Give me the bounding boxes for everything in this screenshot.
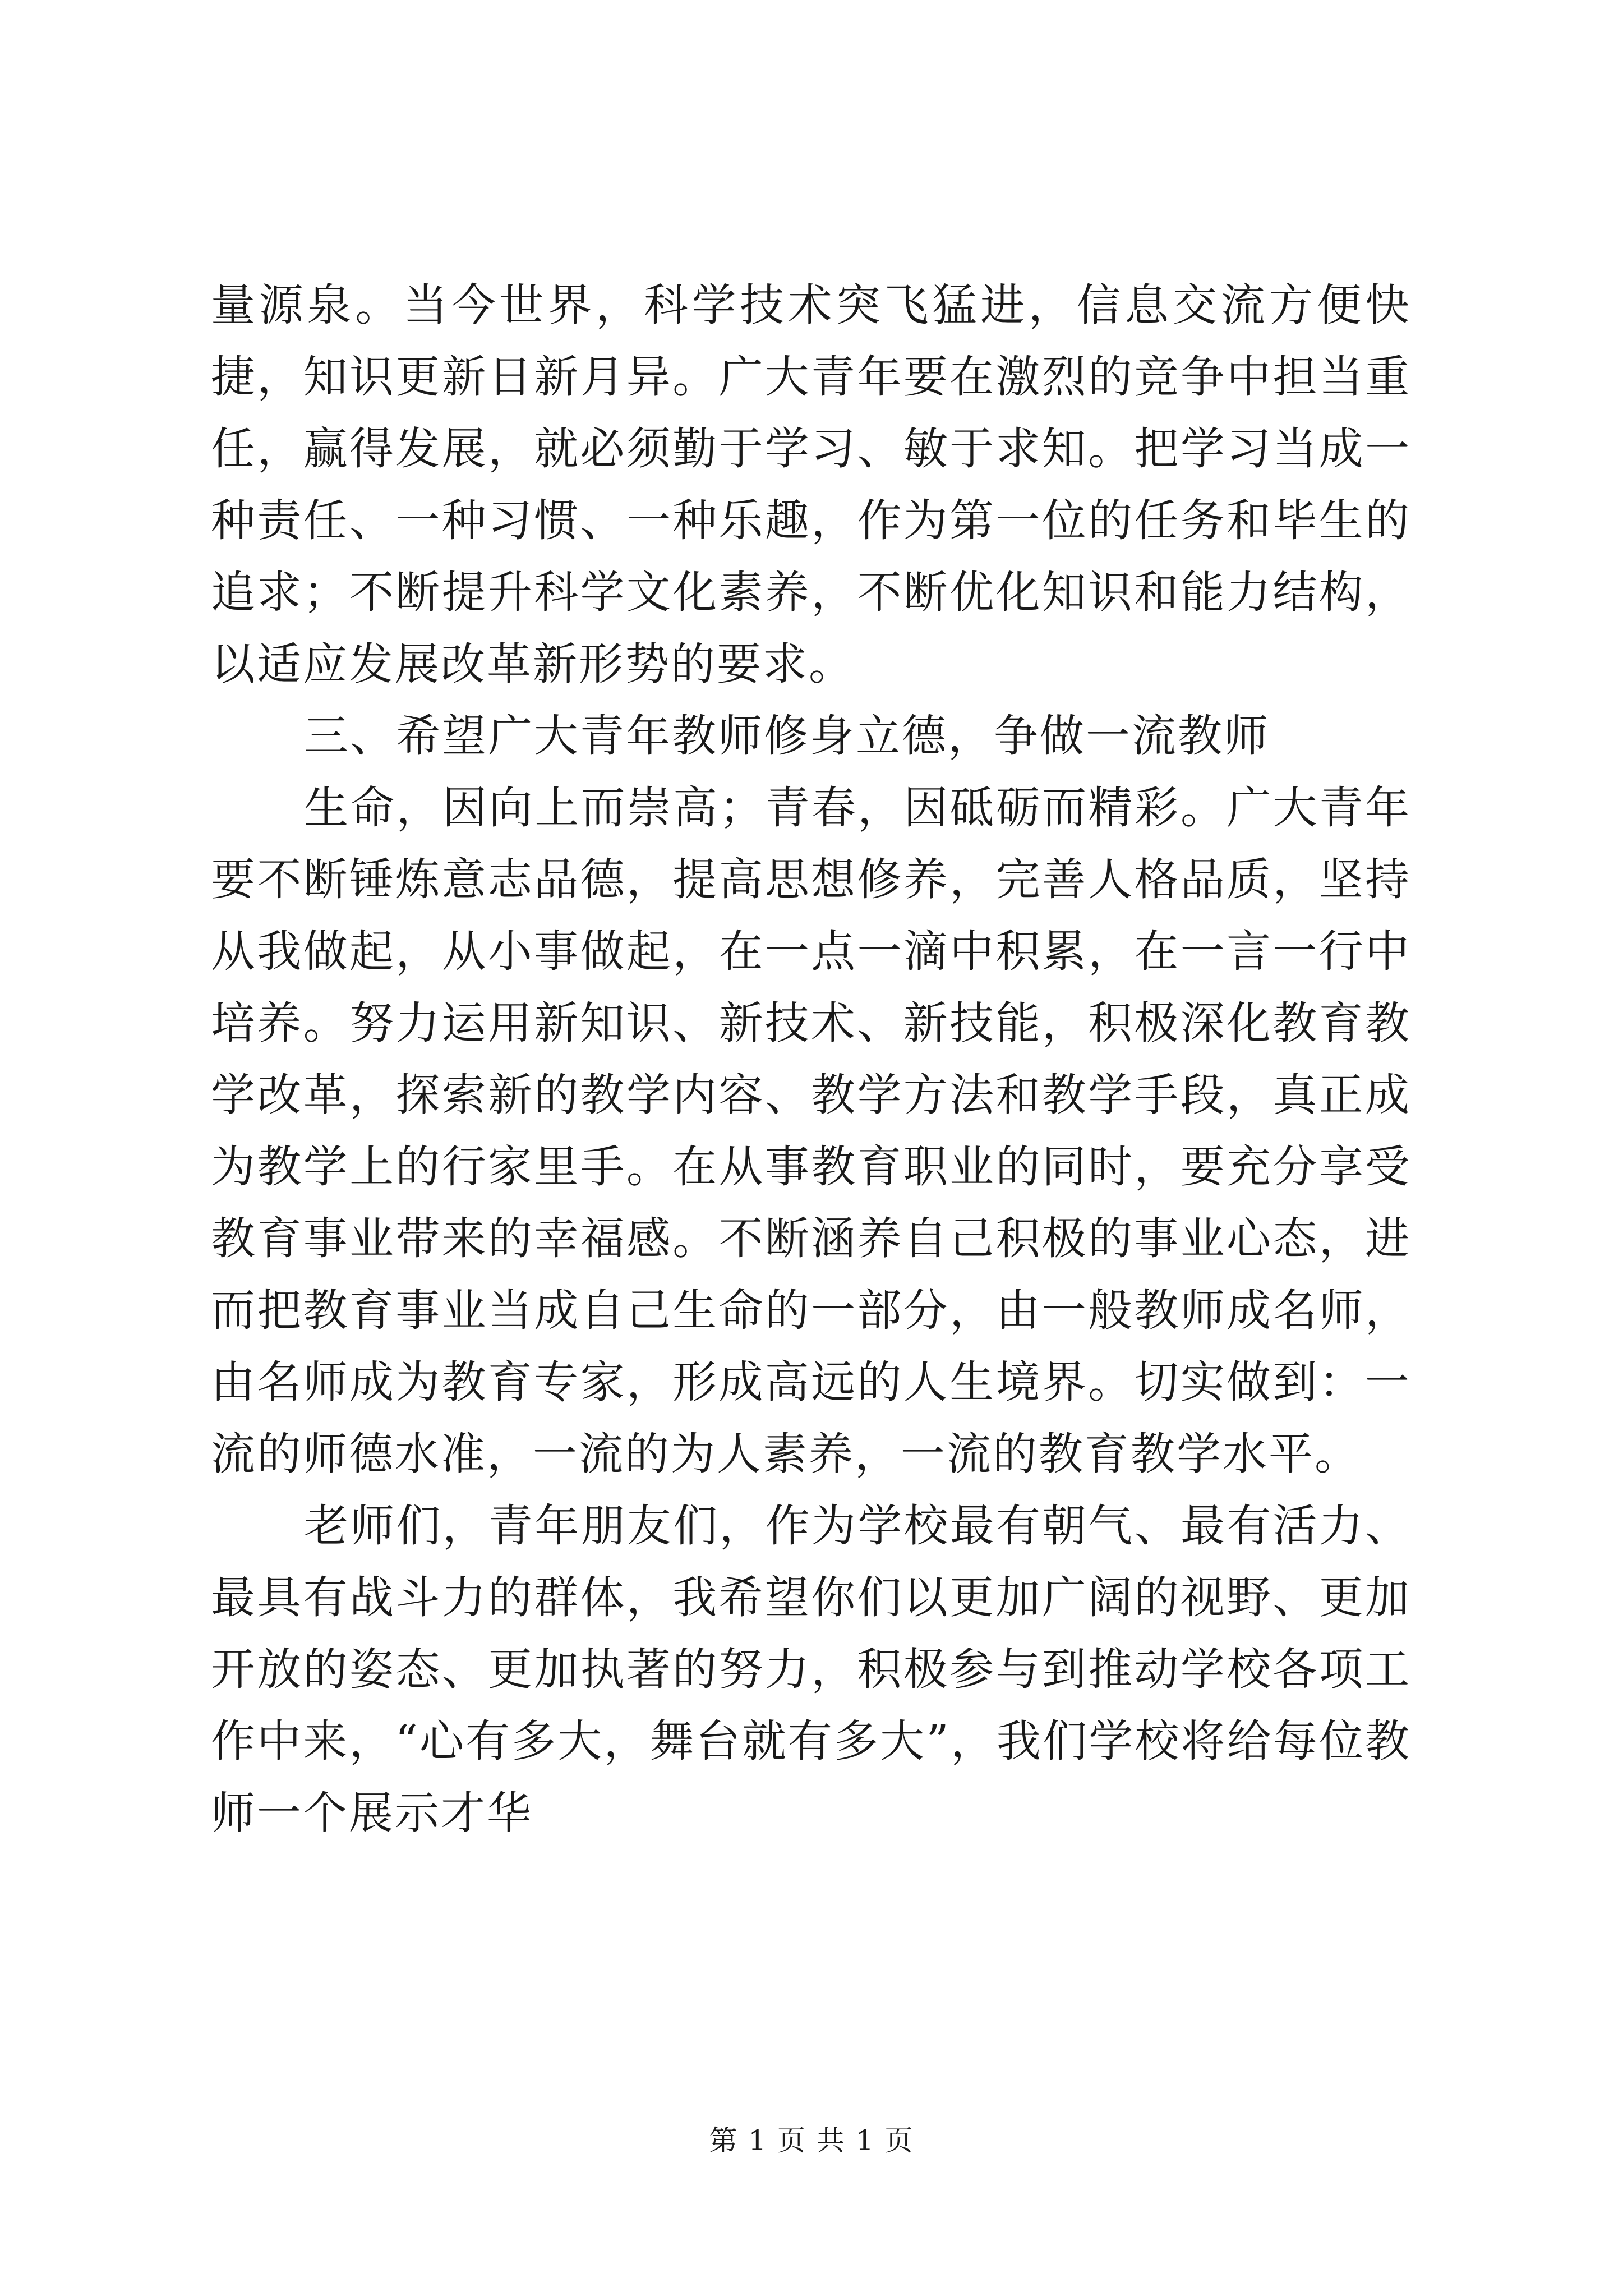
document-body (211, 269, 1411, 1849)
section-heading-three: 三、希望广大青年教师修身立德，争做一流教师 (304, 710, 1270, 762)
paragraph-knowledge: 量源泉。当今世界，科学技术突飞猛进，信息交流方便快捷，知识更新日新月异。广大青年要在激烈的竞争中担当重任，赢得发展，就必须勤于学习、敏于求知。把学习当成一种责任、一种习惯、一种乐趣，作为第一位的任务和毕生的追求；不断提升科学文化素养，不断优化知识和能力结构，以适应发展改革新形势的要求。 (211, 279, 1411, 690)
paragraph-closing: 老师们，青年朋友们，作为学校最有朝气、最有活力、最具有战斗力的群体，我希望你们以更加广阔的视野、更加开放的姿态、更加执著的努力，积极参与到推动学校各项工作中来，“心有多大，舞台就有多大”，我们学校将给每位教师一个展示才华 (211, 1500, 1411, 1839)
paragraph-virtue: 生命，因向上而崇高；青春，因砥砺而精彩。广大青年要不断锤炼意志品德，提高思想修养，完善人格品质，坚持从我做起，从小事做起，在一点一滴中积累，在一言一行中培养。努力运用新知识、新技术、新技能，积极深化教育教学改革，探索新的教学内容、教学方法和教学手段，真正成为教学上的行家里手。在从事教育职业的同时，要充分享受教育事业带来的幸福感。不断涵养自己积极的事业心态，进而把教育事业当成自己生命的一部分，由一般教师成名师，由名师成为教育专家，形成高远的人生境界。切实做到：一流的师德水准，一流的为人素养，一流的教育教学水平。 (211, 782, 1411, 1480)
page-number-footer: 第 1 页 共 1 页 (709, 2124, 914, 2157)
